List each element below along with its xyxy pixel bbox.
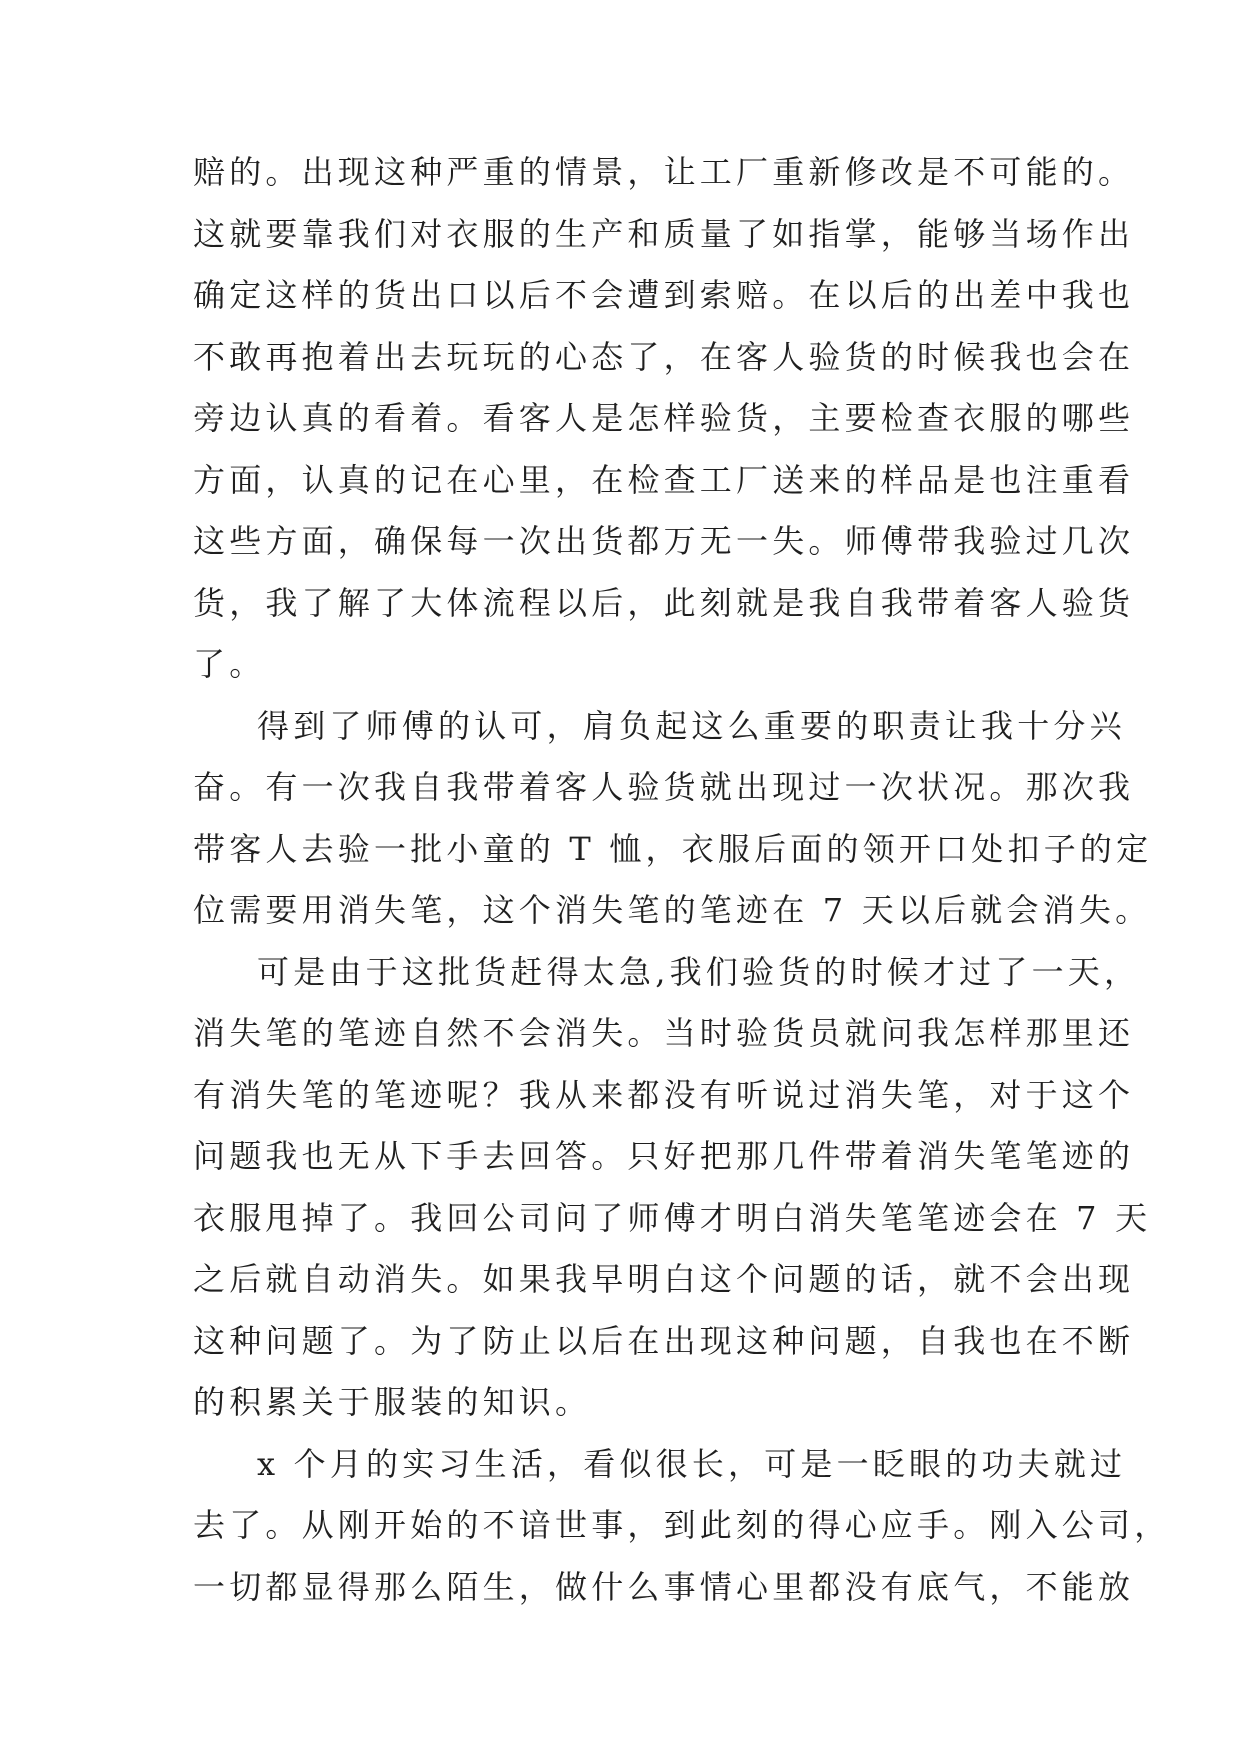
text-line: 衣服甩掉了。我回公司问了师傅才明白消失笔笔迹会在 7 天 <box>193 1198 1152 1237</box>
paragraph-1 <box>193 152 1135 706</box>
text-line: 的积累关于服装的知识。 <box>193 1383 592 1421</box>
text-line: 去了。从刚开始的不谙世事，到此刻的得心应手。刚入公司， <box>193 1506 1171 1544</box>
text-line: 这就要靠我们对衣服的生产和质量了如指掌，能够当场作出 <box>193 214 1135 253</box>
text-line: 消失笔的笔迹自然不会消失。当时验货员就问我怎样那里还 <box>193 1014 1135 1052</box>
text-line: 奋。有一次我自我带着客人验货就出现过一次状况。那次我 <box>193 768 1135 806</box>
text-line: 确定这样的货出口以后不会遭到索赔。在以后的出差中我也 <box>193 276 1135 314</box>
body-text <box>193 152 1171 1628</box>
text-line: 这些方面，确保每一次出货都万无一失。师傅带我验过几次 <box>193 522 1135 560</box>
text-line: 货，我了解了大体流程以后，此刻就是我自我带着客人验货 <box>193 583 1135 622</box>
text-line: 带客人去验一批小童的 T 恤，衣服后面的领开口处扣子的定 <box>193 829 1153 868</box>
text-line: 赔的。出现这种严重的情景，让工厂重新修改是不可能的。 <box>193 153 1135 191</box>
text-line: 旁边认真的看着。看客人是怎样验货，主要检查衣服的哪些 <box>193 399 1135 437</box>
text-line: 问题我也无从下手去回答。只好把那几件带着消失笔笔迹的 <box>193 1137 1135 1175</box>
text-line: 不敢再抱着出去玩玩的心态了，在客人验货的时候我也会在 <box>193 337 1135 376</box>
text-line: 一切都显得那么陌生，做什么事情心里都没有底气，不能放 <box>193 1567 1135 1606</box>
paragraph-4 <box>193 1444 1171 1629</box>
text-line: x 个月的实习生活，看似很长，可是一眨眼的功夫就过 <box>257 1444 1127 1483</box>
paragraph-3 <box>193 952 1152 1444</box>
text-line: 了。 <box>193 645 266 683</box>
text-line: 位需要用消失笔，这个消失笔的笔迹在 7 天以后就会消失。 <box>193 891 1152 929</box>
text-line: 这种问题了。为了防止以后在出现这种问题，自我也在不断 <box>193 1321 1135 1360</box>
text-line: 得到了师傅的认可，肩负起这么重要的职责让我十分兴 <box>257 706 1126 745</box>
text-line: 方面，认真的记在心里，在检查工厂送来的样品是也注重看 <box>193 460 1135 499</box>
text-line: 有消失笔的笔迹呢？我从来都没有听说过消失笔，对于这个 <box>193 1075 1135 1114</box>
text-line: 之后就自动消失。如果我早明白这个问题的话，就不会出现 <box>193 1260 1135 1298</box>
paragraph-2 <box>193 706 1153 952</box>
text-line: 可是由于这批货赶得太急,我们验货的时候才过了一天， <box>257 952 1141 991</box>
